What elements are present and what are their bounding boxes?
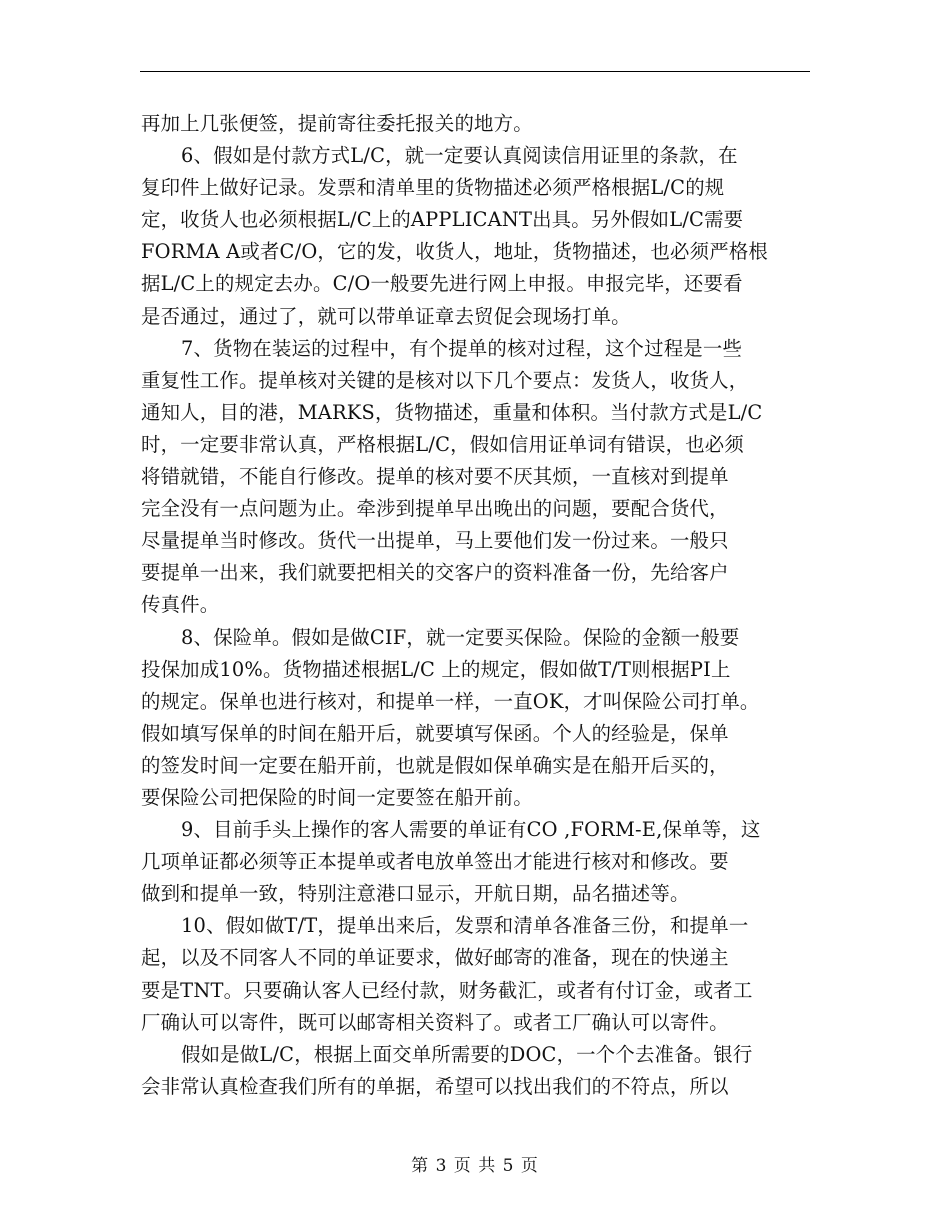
header-rule (140, 71, 810, 72)
text-line: 6、假如是付款方式L/C，就一定要认真阅读信用证里的条款，在 (181, 144, 738, 168)
text-line: 做到和提单一致，特别注意港口显示，开航日期，品名描述等。 (141, 882, 690, 906)
text-line: 将错就错，不能自行修改。提单的核对要不厌其烦，一直核对到提单 (141, 465, 729, 489)
text-line: 会非常认真检查我们所有的单据，希望可以找出我们的不符点，所以 (141, 1074, 729, 1098)
text-line: FORMA A或者C/O，它的发，收货人，地址，货物描述，也必须严格根 (141, 240, 769, 264)
text-line: 时，一定要非常认真，严格根据L/C，假如信用证单词有错误，也必须 (141, 432, 744, 456)
text-line: 再加上几张便签，提前寄往委托报关的地方。 (141, 112, 533, 135)
text-line: 的签发时间一定要在船开前，也就是假如保单确实是在船开后买的， (141, 753, 729, 777)
text-line: 假如填写保单的时间在船开后，就要填写保函。个人的经验是，保单 (141, 721, 729, 745)
text-line: 完全没有一点问题为止。牵涉到提单早出晚出的问题，要配合货代， (141, 497, 729, 521)
text-line: 要提单一出来，我们就要把相关的交客户的资料准备一份，先给客户 (141, 561, 729, 585)
text-line: 厂确认可以寄件，既可以邮寄相关资料了。或者工厂确认可以寄件。 (141, 1010, 729, 1034)
text-line: 的规定。保单也进行核对，和提单一样，一直OK，才叫保险公司打单。 (141, 689, 760, 713)
text-line: 8、保险单。假如是做CIF，就一定要买保险。保险的金额一般要 (181, 625, 740, 649)
text-line: 据L/C上的规定去办。C/O一般要先进行网上申报。申报完毕，还要看 (141, 272, 743, 296)
text-line: 起，以及不同客人不同的单证要求，做好邮寄的准备，现在的快递主 (141, 946, 729, 970)
text-line: 10、假如做T/T，提单出来后，发票和清单各准备三份，和提单一 (181, 914, 749, 938)
body-text (141, 108, 813, 1103)
text-line: 假如是做L/C，根据上面交单所需要的DOC，一个个去准备。银行 (181, 1042, 753, 1066)
text-line: 定，收货人也必须根据L/C上的APPLICANT出具。另外假如L/C需要 (141, 208, 744, 232)
text-line: 重复性工作。提单核对关键的是核对以下几个要点：发货人，收货人， (141, 368, 749, 392)
page-footer: 第 3 页 共 5 页 (411, 1156, 539, 1176)
text-line: 几项单证都必须等正本提单或者电放单签出才能进行核对和修改。要 (141, 850, 729, 874)
text-line: 复印件上做好记录。发票和清单里的货物描述必须严格根据L/C的规 (141, 176, 725, 200)
text-line: 9、目前手头上操作的客人需要的单证有CO ,FORM-E,保单等，这 (181, 818, 761, 842)
text-line: 是否通过，通过了，就可以带单证章去贸促会现场打单。 (141, 304, 631, 328)
text-line: 7、货物在装运的过程中，有个提单的核对过程，这个过程是一些 (181, 336, 743, 360)
text-line: 要是TNT。只要确认客人已经付款，财务截汇，或者有付订金，或者工 (141, 978, 753, 1002)
text-line: 要保险公司把保险的时间一定要签在船开前。 (141, 785, 533, 809)
text-line: 尽量提单当时修改。货代一出提单，马上要他们发一份过来。一般只 (141, 529, 729, 553)
text-line: 通知人，目的港，MARKS，货物描述，重量和体积。当付款方式是L/C (141, 400, 763, 424)
text-line: 传真件。 (141, 593, 220, 617)
text-line: 投保加成10%。货物描述根据L/C 上的规定，假如做T/T则根据PI上 (141, 657, 731, 681)
